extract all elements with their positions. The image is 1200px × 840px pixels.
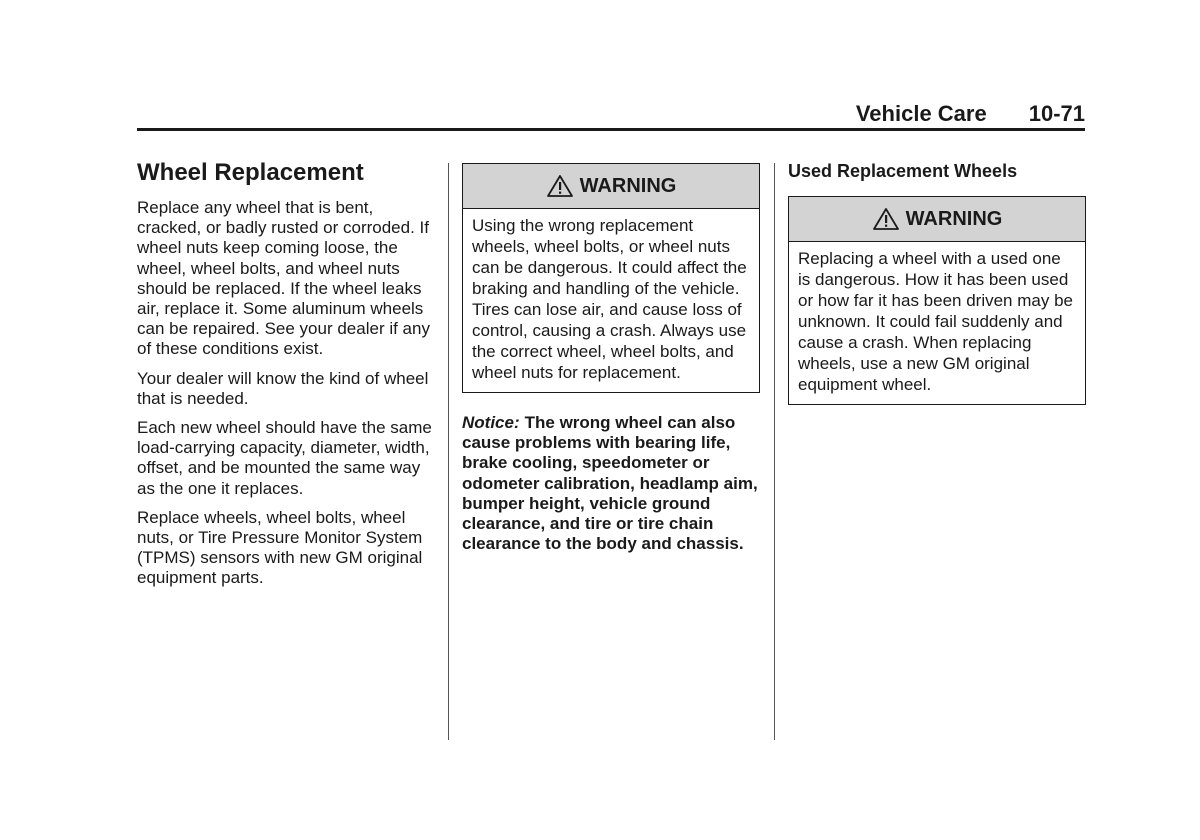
notice-text: The wrong wheel can also cause problems with bearing life, brake cooling, speedometer or odometer calibration, headlamp aim, bumper height, vehicle ground clearance, and tire or tire chain clearance to the body and chassis. xyxy=(462,413,758,554)
warning-text: Replacing a wheel with a used one is dangerous. How it has been used or how far it has been driven may be unknown. It could fail suddenly and cause a crash. When replacing wheels, use a new GM original equipment wheel. xyxy=(798,249,1073,394)
paragraph: Your dealer will know the kind of wheel that is needed. xyxy=(137,368,429,408)
page-header xyxy=(137,100,1085,128)
warning-text: Using the wrong replacement wheels, wheel bolts, or wheel nuts can be dangerous. It could affect the braking and handling of the vehicle. Tires can lose air, and cause loss of control, causing a crash. Always use the correct wheel, wheel bolts, and wheel nuts for replacement. xyxy=(472,216,747,382)
column-2 xyxy=(462,163,760,554)
section-heading: Wheel Replacement xyxy=(137,159,364,186)
paragraph: Each new wheel should have the same load-carrying capacity, diameter, width, offset, and be mounted the same way as the one it replaces. xyxy=(137,418,432,498)
warning-title: WARNING xyxy=(579,174,677,197)
warning-title: WARNING xyxy=(905,207,1003,230)
warning-header xyxy=(789,197,1085,242)
column-divider xyxy=(774,163,775,740)
warning-header xyxy=(463,164,759,209)
warning-triangle-icon xyxy=(872,207,900,231)
header-rule xyxy=(137,128,1085,131)
warning-triangle-icon xyxy=(546,174,574,198)
paragraph: Replace wheels, wheel bolts, wheel nuts, or Tire Pressure Monitor System (TPMS) sensors with new GM original equipment parts. xyxy=(137,507,423,588)
notice-label: Notice: xyxy=(462,413,520,432)
column-divider xyxy=(448,163,449,740)
warning-box xyxy=(788,196,1086,405)
section-title: Vehicle Care xyxy=(855,101,987,126)
column-1 xyxy=(137,158,437,598)
notice xyxy=(462,413,760,554)
column-3 xyxy=(788,158,1086,425)
warning-box xyxy=(462,163,760,393)
paragraph: Replace any wheel that is bent, cracked, or badly rusted or corroded. If wheel nuts keep coming loose, the wheel, wheel bolts, and wheel nuts should be replaced. If the wheel leaks air, replace it. Some aluminum wheels can be repaired. See your dealer if any of these conditions exist. xyxy=(137,198,430,359)
subsection-heading: Used Replacement Wheels xyxy=(788,161,1018,181)
page-number: 10-71 xyxy=(1028,101,1085,126)
